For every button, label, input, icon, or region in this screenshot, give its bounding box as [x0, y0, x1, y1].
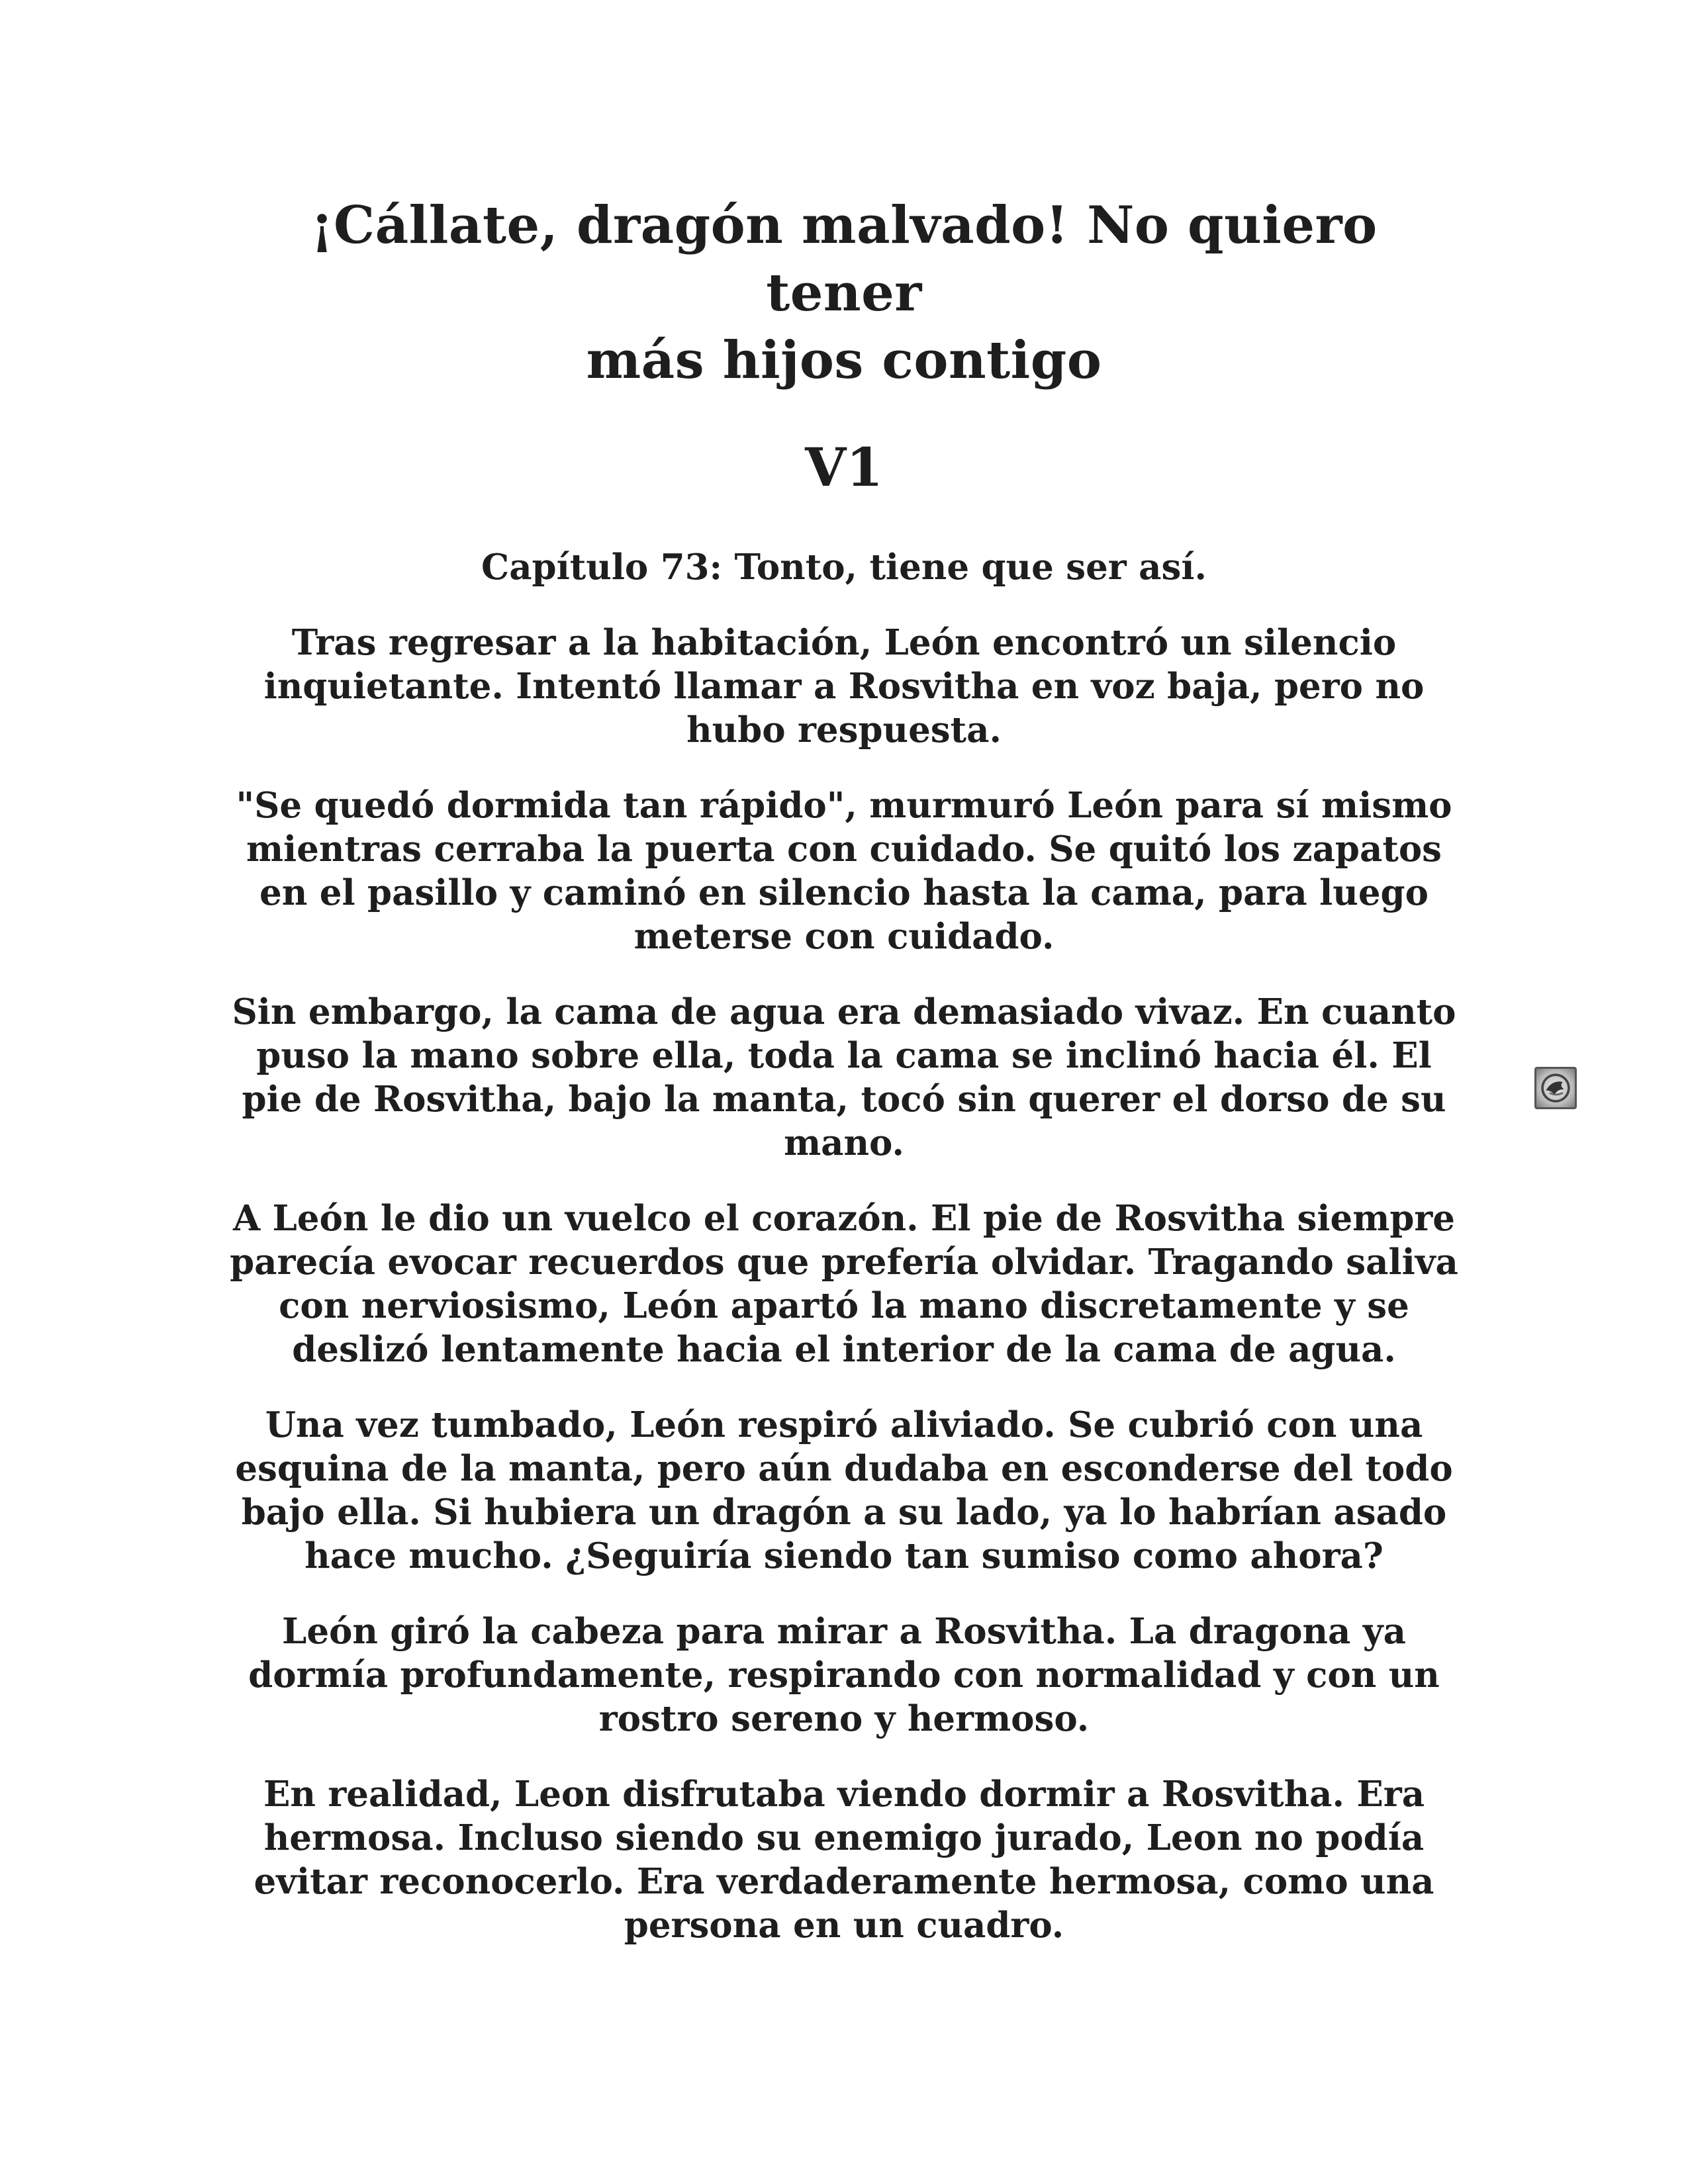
paragraph-6: León giró la cabeza para mirar a Rosvitha. La dragona ya dormía profundamente, respirando con normalidad y con un rostro sereno y hermoso. [248, 1611, 1440, 1739]
volume-label: V1 [805, 436, 883, 498]
paragraph-4: A León le dio un vuelco el corazón. El pie de Rosvitha siempre parecía evocar recuerdos que prefería olvidar. Tragando saliva con nerviosismo, León apartó la mano discretamente y se deslizó lentamente hacia el interior de la cama de agua. [230, 1198, 1458, 1370]
document-page [225, 192, 1463, 1947]
paragraph-1: Tras regresar a la habitación, León encontró un silencio inquietante. Intentó llamar a Rosvitha en voz baja, pero no hubo respuesta. [263, 622, 1425, 751]
title-line-1: ¡Cállate, dragón malvado! No quiero tener [310, 195, 1378, 323]
chapter-heading: Capítulo 73: Tonto, tiene que ser así. [481, 547, 1207, 588]
document-title [225, 192, 1463, 394]
paragraph-5: Una vez tumbado, León respiró aliviado. Se cubrió con una esquina de la manta, pero aún dudaba en esconderse del todo bajo ella. Si hubiera un dragón a su lado, ya lo habrían asado hace mucho. ¿Seguiría siendo tan sumiso como ahora? [235, 1404, 1453, 1576]
paragraph-2: "Se quedó dormida tan rápido", murmuró León para sí mismo mientras cerraba la puerta con cuidado. Se quitó los zapatos en el pasillo y caminó en silencio hasta la cama, para luego meterse con cuidado. [236, 785, 1452, 957]
dragon-emblem-icon [1534, 1067, 1577, 1109]
title-line-2: más hijos contigo [586, 330, 1102, 390]
paragraph-7: En realidad, Leon disfrutaba viendo dormir a Rosvitha. Era hermosa. Incluso siendo su enemigo jurado, Leon no podía evitar reconocerlo. Era verdaderamente hermosa, como una persona en un cuadro. [254, 1774, 1434, 1946]
paragraph-3: Sin embargo, la cama de agua era demasiado vivaz. En cuanto puso la mano sobre ella, toda la cama se inclinó hacia él. El pie de Rosvitha, bajo la manta, tocó sin querer el dorso de su mano. [232, 991, 1456, 1163]
